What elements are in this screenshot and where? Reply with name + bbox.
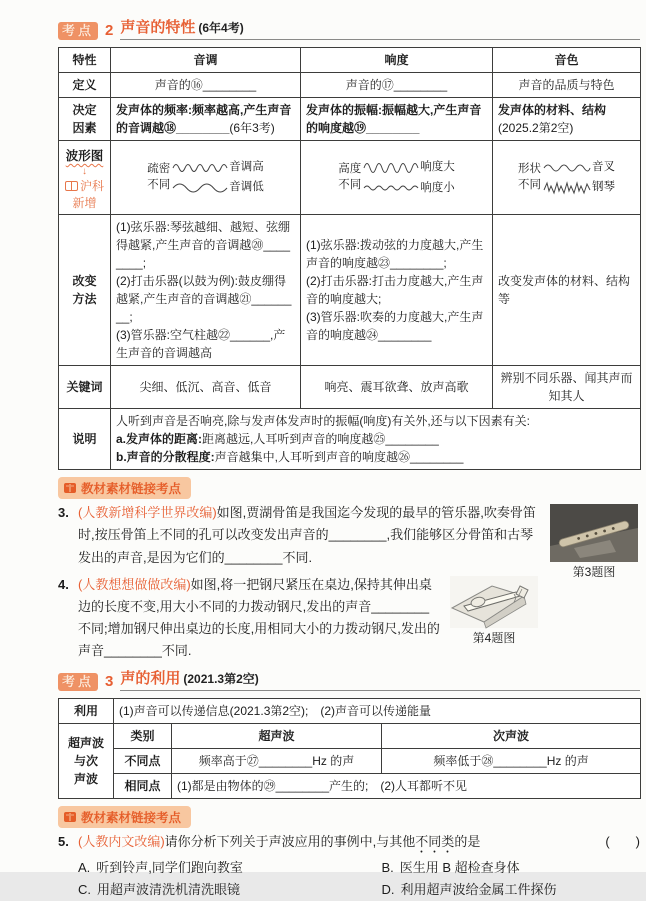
sound-characteristics-table [58, 47, 641, 470]
section-title: 声的利用 [120, 670, 181, 687]
question-3-figure [548, 504, 640, 581]
emphasized-text: 不同类 [415, 834, 455, 849]
category-ultrasound: 超声波 [172, 724, 382, 749]
book-icon [63, 482, 77, 494]
textbook-icon [65, 181, 78, 191]
change-method-loudness: (1)弦乐器:拨动弦的力度越大,产生声音的响度越㉓________; (2)打击乐器:打击力度越大,产生声音的响度越大; (3)管乐器:吹奏的力度越大,产生声音的响度越㉔________ [301, 215, 493, 366]
material-link-badge: 教材素材链接考点 [58, 806, 191, 828]
ruler-on-desk-image [450, 576, 538, 628]
note-content: 人听到声音是否响亮,除与发声体发声时的振幅(响度)有关外,还与以下因素有关: a.发声体的距离:距离越远,人耳听到声音的响度越㉕________ b.声音的分散程度:声音越集中,人耳听到声音的响度越㉖________ [111, 409, 641, 470]
change-method-pitch: (1)弦乐器:琴弦越细、越短、弦绷得越紧,产生声音的音调越⑳________; (2)打击乐器(以鼓为例):鼓皮绷得越紧,产生声音的音调越㉑________; (3)管乐器:空气柱越㉒______,产生声音的音调越高 [111, 215, 301, 366]
bone-flute-image [550, 504, 638, 562]
section-exam-note: (2021.3第2空) [183, 672, 259, 686]
difference-infrasound: 频率低于㉘________Hz 的声 [382, 749, 641, 774]
option-a: A. 听到铃声,同学们跑向教室 [78, 860, 243, 875]
definition-pitch: 声音的⑯________ [111, 73, 301, 98]
section-header-kaodian2 [58, 16, 640, 40]
utilization-row [59, 699, 641, 724]
question-number: 5. [58, 834, 69, 849]
similarity-content: (1)都是由物体的㉙________产生的; (2)人耳都听不见 [172, 774, 641, 799]
section-title: 声音的特性 [120, 19, 196, 36]
dense-wave-icon [173, 160, 227, 176]
kaodian-number: 3 [105, 673, 114, 690]
col-header-trait: 特性 [59, 48, 111, 73]
row-label-keywords: 关键词 [59, 366, 111, 409]
options-list [78, 857, 640, 901]
question-text: 请你分析下列关于声波应用的事例中,与其他 [164, 834, 416, 849]
tall-wave-icon [364, 159, 418, 177]
definition-row [59, 73, 641, 98]
question-text: 如图,贾湖骨笛是我国迄今发现的最早的管乐器,吹奏骨笛时,按压骨笛上不同的孔可以改变发出声音的________,我们能够区分骨笛和古琴发出的声音,是因为它们的________不同. [78, 505, 536, 565]
question-number: 3. [58, 505, 69, 521]
similarity-row [59, 774, 641, 799]
utilization-content: (1)声音可以传递信息(2021.3第2空); (2)声音可以传递能量 [114, 699, 641, 724]
table-header-row [59, 48, 641, 73]
question-source-tag: (人教想想做做改编) [78, 576, 191, 592]
kaodian-badge: 考点 [58, 673, 98, 691]
row-label-utilization: 利用 [59, 699, 114, 724]
question-4-figure [448, 576, 540, 647]
row-label-change-method: 改变 方法 [59, 215, 111, 366]
change-method-timbre: 改变发声体的材料、结构等 [493, 215, 641, 366]
option-b: B. 医生用 B 超检查身体 [381, 860, 520, 875]
question-5 [58, 831, 640, 901]
category-row [59, 724, 641, 749]
determining-factor-row [59, 98, 641, 141]
keyword-row [59, 366, 641, 409]
waveform-timbre-cell: 形状 不同 音叉 钢琴 [493, 141, 641, 215]
keywords-timbre: 辨别不同乐器、闻其声而知其人 [493, 366, 641, 409]
answer-bracket: ( ) [605, 834, 640, 849]
row-label-factor: 决定 因素 [59, 98, 111, 141]
figure-caption: 第3题图 [572, 565, 616, 580]
factor-loudness: 发声体的振幅:振幅越大,产生声音的响度越⑲________ [301, 98, 493, 141]
change-method-row [59, 215, 641, 366]
col-header-timbre: 音色 [493, 48, 641, 73]
sound-utilization-table [58, 698, 641, 799]
row-label-waveform: 波形图 ↓ 沪科 新增 [59, 141, 111, 215]
option-d: D. 利用超声波给金属工件探伤 [381, 882, 557, 898]
question-4 [58, 574, 640, 662]
keywords-pitch: 尖细、低沉、高音、低音 [111, 366, 301, 409]
row-label-category: 类别 [114, 724, 172, 749]
book-icon [63, 811, 77, 823]
section-header-kaodian3 [58, 667, 640, 691]
waveform-pitch-cell: 疏密 不同 音调高 音调低 [111, 141, 301, 215]
waveform-loudness-cell: 高度 不同 响度大 响度小 [301, 141, 493, 215]
row-label-difference: 不同点 [114, 749, 172, 774]
short-wave-icon [364, 180, 418, 196]
note-row [59, 409, 641, 470]
row-label-note: 说明 [59, 409, 111, 470]
jagged-wave-icon [544, 180, 590, 196]
definition-loudness: 声音的⑰________ [301, 73, 493, 98]
question-text: 如图,将一把钢尺紧压在桌边,保持其伸出桌边的长度不变,用大小不同的力拨动钢尺,发出的声音________不同;增加钢尺伸出桌边的长度,用相同大小的力拨动钢尺,发出的声音________不同. [78, 576, 440, 658]
difference-row [59, 749, 641, 774]
row-label-similarity: 相同点 [114, 774, 172, 799]
row-label-definition: 定义 [59, 73, 111, 98]
question-source-tag: (人教内文改编) [78, 834, 165, 849]
question-source-tag: (人教新增科学世界改编) [78, 505, 217, 521]
question-text: 的是 [454, 834, 481, 849]
col-header-loudness: 响度 [301, 48, 493, 73]
kaodian-badge: 考点 [58, 22, 98, 40]
figure-caption: 第4题图 [472, 630, 516, 645]
material-link-badge: 教材素材链接考点 [58, 477, 191, 499]
sparse-wave-icon [173, 180, 227, 196]
kaodian-number: 2 [105, 22, 114, 39]
section-exam-note: (6年4考) [198, 21, 244, 35]
difference-ultrasound: 频率高于㉗________Hz 的声 [172, 749, 382, 774]
smooth-wave-icon [544, 160, 590, 176]
question-number: 4. [58, 576, 69, 592]
factor-timbre: 发声体的材料、结构 (2025.2第2空) [493, 98, 641, 141]
col-header-pitch: 音调 [111, 48, 301, 73]
waveform-row [59, 141, 641, 215]
down-arrow-icon: ↓ [82, 165, 87, 177]
category-infrasound: 次声波 [382, 724, 641, 749]
row-label-ultrasound-infrasound: 超声波 与次 声波 [59, 724, 114, 799]
factor-pitch: 发声体的频率:频率越高,产生声音的音调越⑱________(6年3考) [111, 98, 301, 141]
definition-timbre: 声音的品质与特色 [493, 73, 641, 98]
option-c: C. 用超声波清洗机清洗眼镜 [78, 882, 241, 898]
keywords-loudness: 响亮、震耳欲聋、放声高歌 [301, 366, 493, 409]
question-3 [58, 502, 640, 580]
